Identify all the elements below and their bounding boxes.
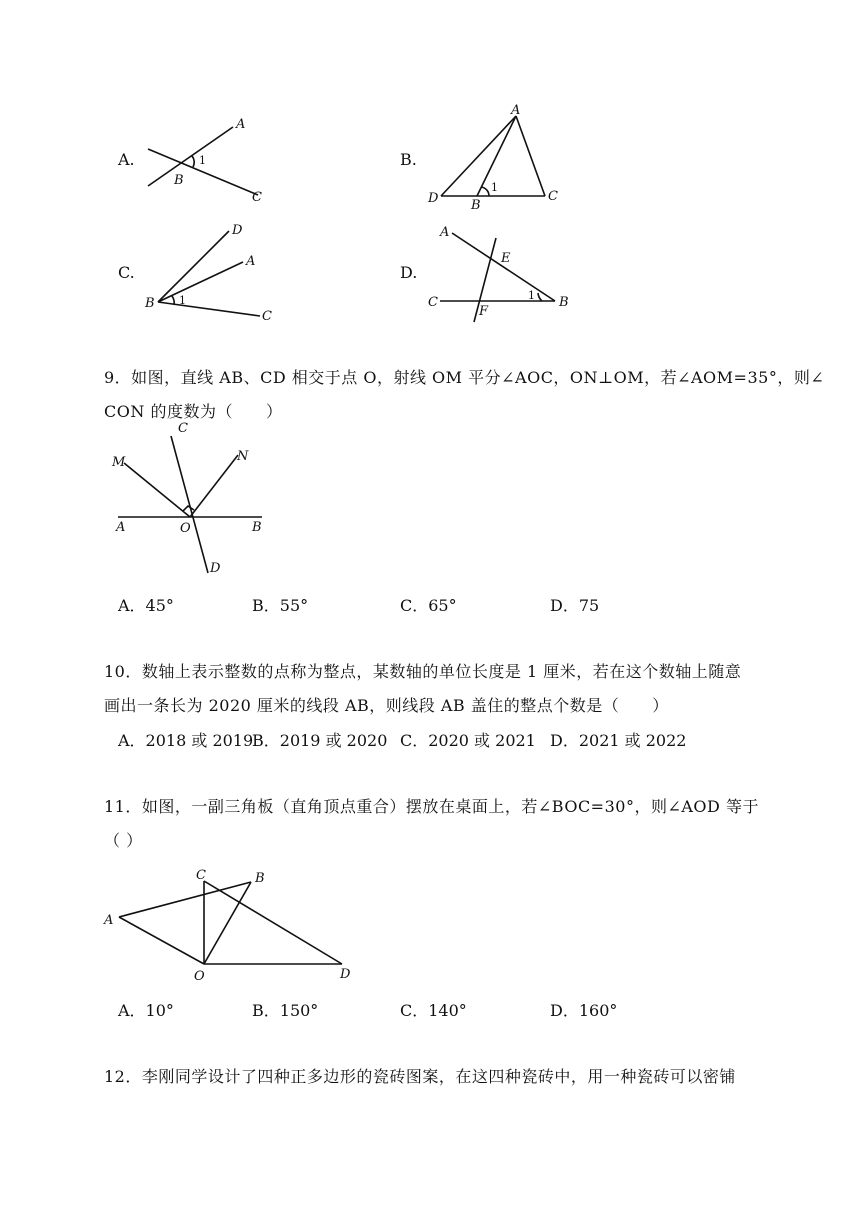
q8-option-c-label: C. (118, 263, 135, 282)
q9-stem-line1: 9．如图，直线 AB、CD 相交于点 O，射线 OM 平分∠AOC，ON⊥OM，若∠AOM=35°，则∠ (104, 368, 825, 387)
svg-text:B: B (252, 520, 262, 535)
svg-text:B: B (559, 295, 569, 310)
q9-option-c: C．65° (400, 596, 457, 615)
q11-stem-line2: （ ） (104, 831, 143, 850)
svg-text:1: 1 (491, 181, 498, 194)
svg-text:1: 1 (179, 294, 186, 307)
q8-option-a-label: A. (118, 150, 135, 169)
svg-text:C: C (548, 189, 558, 204)
q12-stem-line1: 12．李刚同学设计了四种正多边形的瓷砖图案，在这四种瓷砖中，用一种瓷砖可以密铺 (104, 1067, 736, 1086)
svg-text:A: A (236, 117, 246, 132)
q11-option-b: B．150° (252, 1001, 319, 1020)
svg-text:B: B (145, 296, 155, 311)
q8-option-d-label: D. (400, 263, 418, 282)
svg-text:D: D (428, 191, 439, 206)
svg-text:B: B (255, 871, 265, 886)
q8-option-b-label: B. (400, 150, 417, 169)
svg-text:C: C (262, 309, 272, 324)
svg-text:A: A (104, 913, 114, 928)
svg-text:M: M (112, 455, 126, 470)
svg-text:B: B (471, 198, 481, 213)
svg-text:1: 1 (528, 289, 535, 302)
svg-text:C: C (178, 421, 188, 436)
svg-text:O: O (194, 969, 205, 984)
svg-text:1: 1 (199, 154, 206, 167)
svg-text:D: D (340, 967, 351, 982)
q9-option-b: B．55° (252, 596, 309, 615)
q10-option-d: D．2021 或 2022 (550, 731, 687, 750)
q10-stem-line2: 画出一条长为 2020 厘米的线段 AB，则线段 AB 盖住的整点个数是（ ） (104, 696, 669, 715)
svg-text:D: D (232, 223, 243, 238)
svg-text:D: D (210, 561, 221, 576)
svg-text:A: A (116, 520, 126, 535)
q10-option-b: B．2019 或 2020 (252, 731, 388, 750)
q9-option-a: A．45° (118, 596, 174, 615)
q11-option-d: D．160° (550, 1001, 618, 1020)
svg-text:O: O (180, 521, 191, 536)
q9-option-d: D．75 (550, 596, 600, 615)
svg-text:N: N (237, 449, 249, 464)
q11-stem-line1: 11．如图，一副三角板（直角顶点重合）摆放在桌面上，若∠BOC=30°，则∠AOD 等于 (104, 797, 759, 816)
svg-text:A: A (440, 225, 450, 240)
svg-text:C: C (196, 868, 206, 883)
svg-text:C: C (252, 190, 262, 205)
svg-text:F: F (479, 304, 489, 319)
q10-option-c: C．2020 或 2021 (400, 731, 536, 750)
q11-option-c: C．140° (400, 1001, 467, 1020)
svg-text:E: E (501, 251, 511, 266)
svg-text:A: A (511, 103, 521, 118)
q10-stem-line1: 10．数轴上表示整数的点称为整点，某数轴的单位长度是 1 厘米，若在这个数轴上随意 (104, 662, 742, 681)
svg-text:A: A (246, 254, 256, 269)
svg-text:C: C (428, 295, 438, 310)
q11-option-a: A．10° (118, 1001, 174, 1020)
q10-option-a: A．2018 或 2019 (118, 731, 254, 750)
q9-stem-line2: CON 的度数为（ ） (104, 402, 283, 421)
svg-text:B: B (174, 173, 184, 188)
